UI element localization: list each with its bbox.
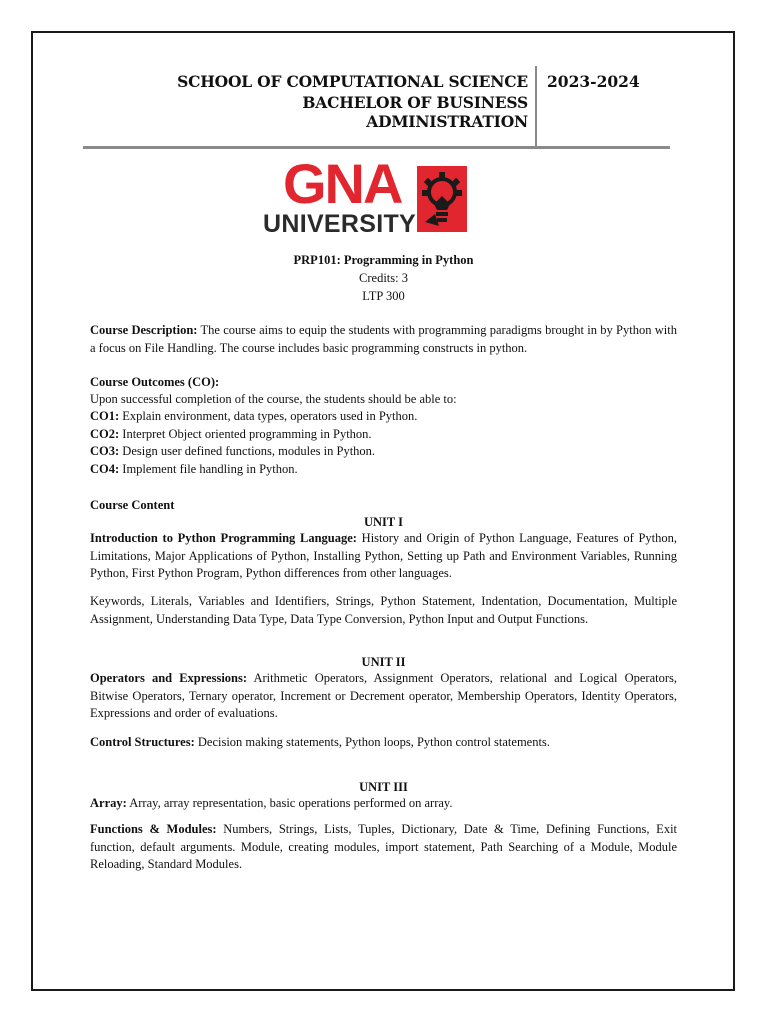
logo-subtitle-text: UNIVERSITY bbox=[263, 210, 417, 238]
header-vertical-divider bbox=[535, 66, 537, 147]
description-label: Course Description: bbox=[90, 323, 198, 337]
outcomes-heading: Course Outcomes (CO): bbox=[90, 375, 220, 389]
unit-paragraph bbox=[90, 593, 677, 628]
school-name: SCHOOL OF COMPUTATIONAL SCIENCE bbox=[177, 72, 528, 91]
paragraph-label: Control Structures: bbox=[90, 735, 195, 749]
paragraph-label: Functions & Modules: bbox=[90, 822, 217, 836]
description-text: The course aims to equip the students with programming paradigms brought in by Python with a focus on File Handling. The course includes basic programming constructs in python. bbox=[90, 323, 677, 355]
outcome-item bbox=[90, 461, 690, 479]
outcome-label: CO2: bbox=[90, 427, 120, 441]
outcome-label: CO3: bbox=[90, 444, 120, 458]
outcome-text: Implement file handling in Python. bbox=[119, 462, 298, 476]
outcomes-intro: Upon successful completion of the course, the students should be able to: bbox=[90, 392, 457, 406]
course-ltp: LTP 300 bbox=[362, 289, 405, 303]
unit-title: UNIT II bbox=[361, 655, 406, 669]
course-title: PRP101: Programming in Python bbox=[293, 253, 474, 267]
unit-paragraph bbox=[90, 795, 677, 813]
paragraph-text: Keywords, Literals, Variables and Identifiers, Strings, Python Statement, Indentation, Documentation, Multiple Assignment, Understanding Data Type, Data Type Conversion, Python Input and Output Functions. bbox=[90, 594, 677, 626]
outcome-text: Interpret Object oriented programming in Python. bbox=[119, 427, 372, 441]
university-logo bbox=[263, 152, 473, 238]
outcome-text: Design user defined functions, modules in Python. bbox=[119, 444, 376, 458]
unit-title: UNIT I bbox=[363, 515, 404, 529]
unit-paragraph bbox=[90, 821, 677, 874]
program-name: BACHELOR OF BUSINESS ADMINISTRATION bbox=[302, 93, 528, 131]
outcome-label: CO4: bbox=[90, 462, 120, 476]
outcome-item bbox=[90, 426, 690, 444]
outcome-item bbox=[90, 408, 690, 426]
paragraph-text: History and Origin of Python Language, Features of Python, Limitations, Major Applications of Python, Installing Python, Setting up Path and Environment Variables, Running Python, First Python Program, Python differences from other languages. bbox=[90, 531, 677, 580]
unit-paragraph bbox=[90, 734, 677, 752]
paragraph-text: Numbers, Strings, Lists, Tuples, Dictionary, Date & Time, Defining Functions, Exit function, default arguments. Module, creating modules, import statement, Path Searching of a Module, Module Reloading, Standard Modules. bbox=[90, 822, 678, 871]
paragraph-label: Array: bbox=[90, 796, 127, 810]
paragraph-label: Introduction to Python Programming Language: bbox=[90, 531, 357, 545]
lightbulb-gear-icon bbox=[417, 166, 467, 232]
outcome-text: Explain environment, data types, operators used in Python. bbox=[119, 409, 418, 423]
paragraph-text: Array, array representation, basic operations performed on array. bbox=[126, 796, 453, 810]
academic-year: 2023-2024 bbox=[547, 72, 640, 91]
paragraph-text: Decision making statements, Python loops, Python control statements. bbox=[194, 735, 550, 749]
outcome-item bbox=[90, 443, 690, 461]
course-credits: Credits: 3 bbox=[359, 271, 408, 285]
logo-brand-text: GNA bbox=[283, 152, 402, 215]
course-description bbox=[90, 322, 677, 357]
paragraph-label: Operators and Expressions: bbox=[90, 671, 248, 685]
unit-title: UNIT III bbox=[359, 780, 408, 794]
unit-paragraph bbox=[90, 530, 677, 583]
outcome-label: CO1: bbox=[90, 409, 120, 423]
header-horizontal-divider bbox=[83, 146, 670, 149]
content-heading: Course Content bbox=[90, 498, 175, 512]
unit-paragraph bbox=[90, 670, 677, 723]
paragraph-text: Arithmetic Operators, Assignment Operators, relational and Logical Operators, Bitwise Operators, Ternary operator, Increment or Decrement operator, Membership Operators, Identity Operators, Expressions and order of evaluations. bbox=[90, 671, 677, 720]
